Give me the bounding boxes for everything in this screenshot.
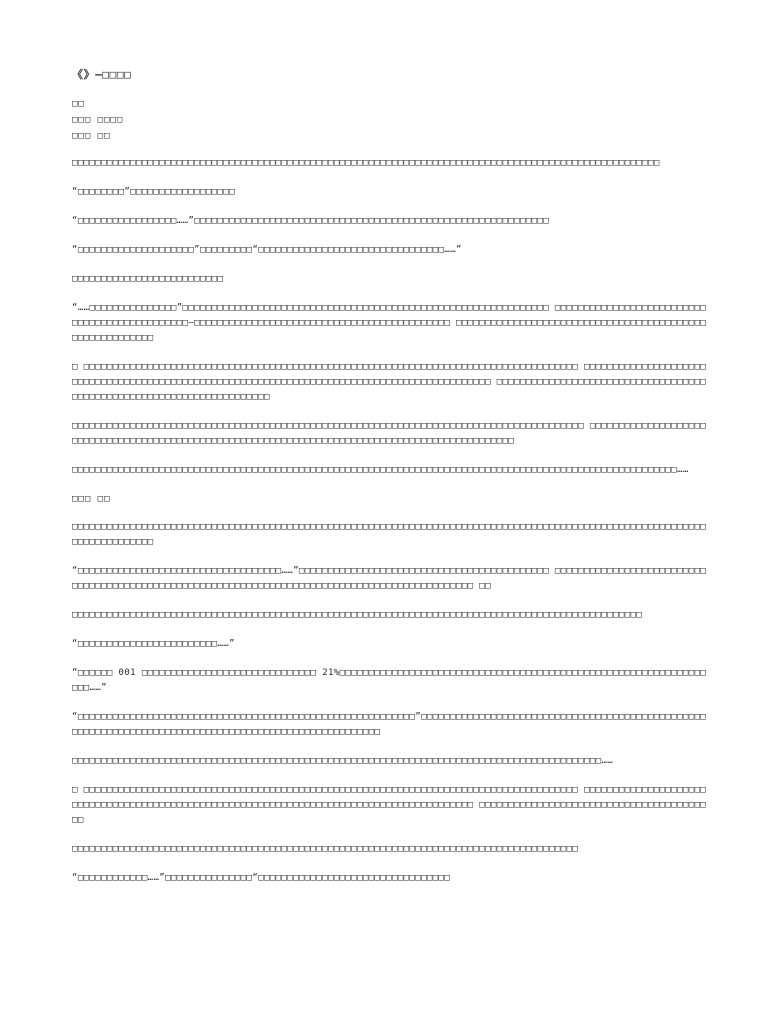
paragraph: “□□□□□□□□□□□□□□□□□□□□□□□□……” [72, 639, 235, 649]
meta-line: □□□ □□ [72, 131, 111, 141]
section-two [72, 520, 708, 886]
section-one [72, 156, 708, 478]
paragraph: “□□□□□□□□□□□□□□□□□……”□□□□□□□□□□□□□□□□□□□□□□□□□□□□□□□□□□□□□□□□□□□□□□□□□□□□□□□□□□□□□ [72, 216, 550, 226]
meta-line: □□□ □□□□ [72, 115, 124, 125]
paragraph: □□□□□□□□□□□□□□□□□□□□□□□□□□□□□□□□□□□□□□□□□□□□□□□□□□□□□□□□□□□□□□□□□□□□□□□□□□□□□□□□□□□□□□□□□□□□□□□□□□□□□□□□…… [72, 465, 689, 475]
paragraph: “□□□□□□□□□□□□……”□□□□□□□□□□□□□□□“□□□□□□□□□□□□□□□□□□□□□□□□□□□□□□□□□ [72, 873, 451, 883]
meta-line: □□ [72, 99, 85, 109]
paragraph: “□□□□□□□□□□□□□□□□□□□□□□□□□□□□□□□□□□□……”□□□□□□□□□□□□□□□□□□□□□□□□□□□□□□□□□□□□□□□□□□□ □□□□□□□□□□□□□□□□□□□□□□□□□□□□□□□□□□□□□□□□□□□□□□□□□□□□□□□□□□□□□□□□□□□□□□□□□□□□□□□□□□□□□□□□□□□□□□□ □□ [72, 566, 707, 591]
paragraph: □□□□□□□□□□□□□□□□□□□□□□□□□□□□□□□□□□□□□□□□□□□□□□□□□□□□□□□□□□□□□□□□□□□□□□□□□□□□□□□□□□□□□□□□□□□□□□□□□□□□□□□□□□□□□□□□□□□□□□□□□□□ [72, 522, 707, 547]
paragraph: □□□□□□□□□□□□□□□□□□□□□□□□□□□□□□□□□□□□□□□□□□□□□□□□□□□□□□□□□□□□□□□□□□□□□□□□□□□□□□□□□□□□□□□□□□□…… [72, 756, 614, 766]
paragraph: “……□□□□□□□□□□□□□□□”□□□□□□□□□□□□□□□□□□□□□□□□□□□□□□□□□□□□□□□□□□□□□□□□□□□□□□□□□□□□□□□ □□□□□□□□□□□□□□□□□□□□□□□□□□□□□□□□□□□□□□□□□□□□□□—□□□□□□□□□□□□□□□□□□□□□□□□□□□□□□□□□□□□□□□□□□□□ □□□□□□□□□□□□□□□□□□□□□□□□□□□□□□□□□□□□□□□□□□□□□□□□□□□□□□□□□ [72, 303, 707, 343]
paragraph: “□□□□□□□□□□□□□□□□□□□□”□□□□□□□□□“□□□□□□□□□□□□□□□□□□□□□□□□□□□□□□□□……” [72, 245, 462, 255]
paragraph: □□□□□□□□□□□□□□□□□□□□□□□□□□□□□□□□□□□□□□□□□□□□□□□□□□□□□□□□□□□□□□□□□□□□□□□□□□□□□□□□□□□□□□□ [72, 844, 579, 854]
paragraph: □ □□□□□□□□□□□□□□□□□□□□□□□□□□□□□□□□□□□□□□□□□□□□□□□□□□□□□□□□□□□□□□□□□□□□□□□□□□□□□□□□□□□□□ □□□□□□□□□□□□□□□□□□□□□□□□□□□□□□□□□□□□□□□□□□□□□□□□□□□□□□□□□□□□□□□□□□□□□□□□□□□□□□□□□□□□□□□□□□ □□□□□□□□□□□□□□□□□□□□□□□□□□□□□□□□□□□□□□□□□ [72, 785, 707, 825]
section-heading: □□□ □□ [72, 494, 111, 504]
paragraph: “□□□□□□ 001 □□□□□□□□□□□□□□□□□□□□□□□□□□□□□□ 21%□□□□□□□□□□□□□□□□□□□□□□□□□□□□□□□□□□□□□□□□□□□□□□□□□□□□□□□□□□□□□□□□□□……” [72, 668, 707, 693]
paragraph: “□□□□□□□□”□□□□□□□□□□□□□□□□□□ [72, 187, 235, 197]
paragraph: “□□□□□□□□□□□□□□□□□□□□□□□□□□□□□□□□□□□□□□□□□□□□□□□□□□□□□□□□□□”□□□□□□□□□□□□□□□□□□□□□□□□□□□□□□□□□□□□□□□□□□□□□□□□□□□□□□□□□□□□□□□□□□□□□□□□□□□□□□□□□□□□□□□□□□□□□□□□□□□□□□ [72, 712, 707, 737]
paragraph: □□□□□□□□□□□□□□□□□□□□□□□□□□□□□□□□□□□□□□□□□□□□□□□□□□□□□□□□□□□□□□□□□□□□□□□□□□□□□□□□□□□□□□□□ □□□□□□□□□□□□□□□□□□□□□□□□□□□□□□□□□□□□□□□□□□□□□□□□□□□□□□□□□□□□□□□□□□□□□□□□□□□□□□□□□□□□□□□□□□□□□□□□ [72, 421, 707, 446]
document-meta [72, 96, 708, 144]
document-title: 《》—□□□□ [72, 68, 132, 81]
document-page [72, 68, 708, 900]
paragraph: □□□□□□□□□□□□□□□□□□□□□□□□□□□□□□□□□□□□□□□□□□□□□□□□□□□□□□□□□□□□□□□□□□□□□□□□□□□□□□□□□□□□□□□□□□□□□□□□□□ [72, 610, 643, 620]
paragraph: □ □□□□□□□□□□□□□□□□□□□□□□□□□□□□□□□□□□□□□□□□□□□□□□□□□□□□□□□□□□□□□□□□□□□□□□□□□□□□□□□□□□□□□ □□□□□□□□□□□□□□□□□□□□□□□□□□□□□□□□□□□□□□□□□□□□□□□□□□□□□□□□□□□□□□□□□□□□□□□□□□□□□□□□□□□□□□□□□□□□□ □□□□□□□□□□□□□□□□□□□□□□□□□□□□□□□□□□□□□□□□□□□□□□□□□□□□□□□□□□□□□□□□□□□□□□ [72, 362, 707, 402]
paragraph: □□□□□□□□□□□□□□□□□□□□□□□□□□ [72, 274, 224, 284]
paragraph: □□□□□□□□□□□□□□□□□□□□□□□□□□□□□□□□□□□□□□□□□□□□□□□□□□□□□□□□□□□□□□□□□□□□□□□□□□□□□□□□□□□□□□□□□□□□□□□□□□□□□ [72, 158, 660, 168]
